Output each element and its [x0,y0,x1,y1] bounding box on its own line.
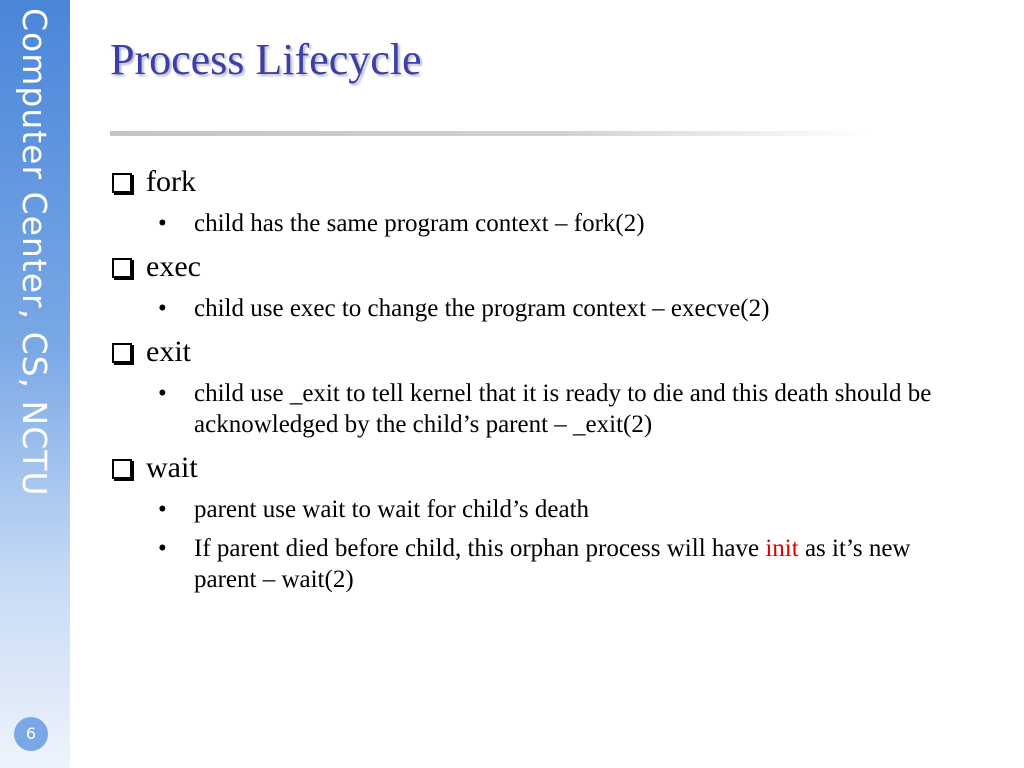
list-item-fork [112,162,992,239]
sub-item [112,208,992,239]
sidebar-label: Computer Center, CS, NCTU [15,8,54,497]
bullet-icon: • [158,210,167,237]
highlighted-term: init [765,535,799,562]
item-heading: exec [146,250,201,283]
checkbox-bullet-icon [112,343,132,363]
checkbox-bullet-icon [112,258,132,278]
bullet-icon: • [158,295,167,322]
sub-item-text-before: If parent died before child, this orphan process will have [194,535,766,562]
sub-item [112,494,992,525]
item-heading: fork [146,165,196,198]
slide-content [112,162,992,595]
sub-item-text: parent use wait to wait for child’s death [194,496,590,523]
sub-item [112,293,992,324]
item-heading: wait [146,451,198,484]
list-item-exit [112,332,992,440]
sub-item-text: child use exec to change the program context – execve(2) [194,295,770,322]
checkbox-bullet-icon [112,173,132,193]
sub-item-text: child has the same program context – fork(2) [194,210,645,237]
sidebar [0,0,70,768]
bullet-icon: • [158,535,167,562]
sub-item-text-after: as it’s new parent – wait(2) [194,535,911,593]
page-number-badge: 6 [14,717,48,751]
sub-item [112,533,964,595]
checkbox-bullet-icon [112,459,132,479]
sub-item-text: child use _exit to tell kernel that it is ready to die and this death should be acknowledged by the child’s parent – _exit(2) [194,380,932,438]
slide-title: Process Lifecycle [110,35,422,84]
list-item-wait [112,448,992,595]
item-heading: exit [146,335,191,368]
list-item-exec [112,247,992,324]
bullet-icon: • [158,496,167,523]
title-divider [110,131,870,136]
sub-item [112,378,954,440]
bullet-icon: • [158,380,167,407]
